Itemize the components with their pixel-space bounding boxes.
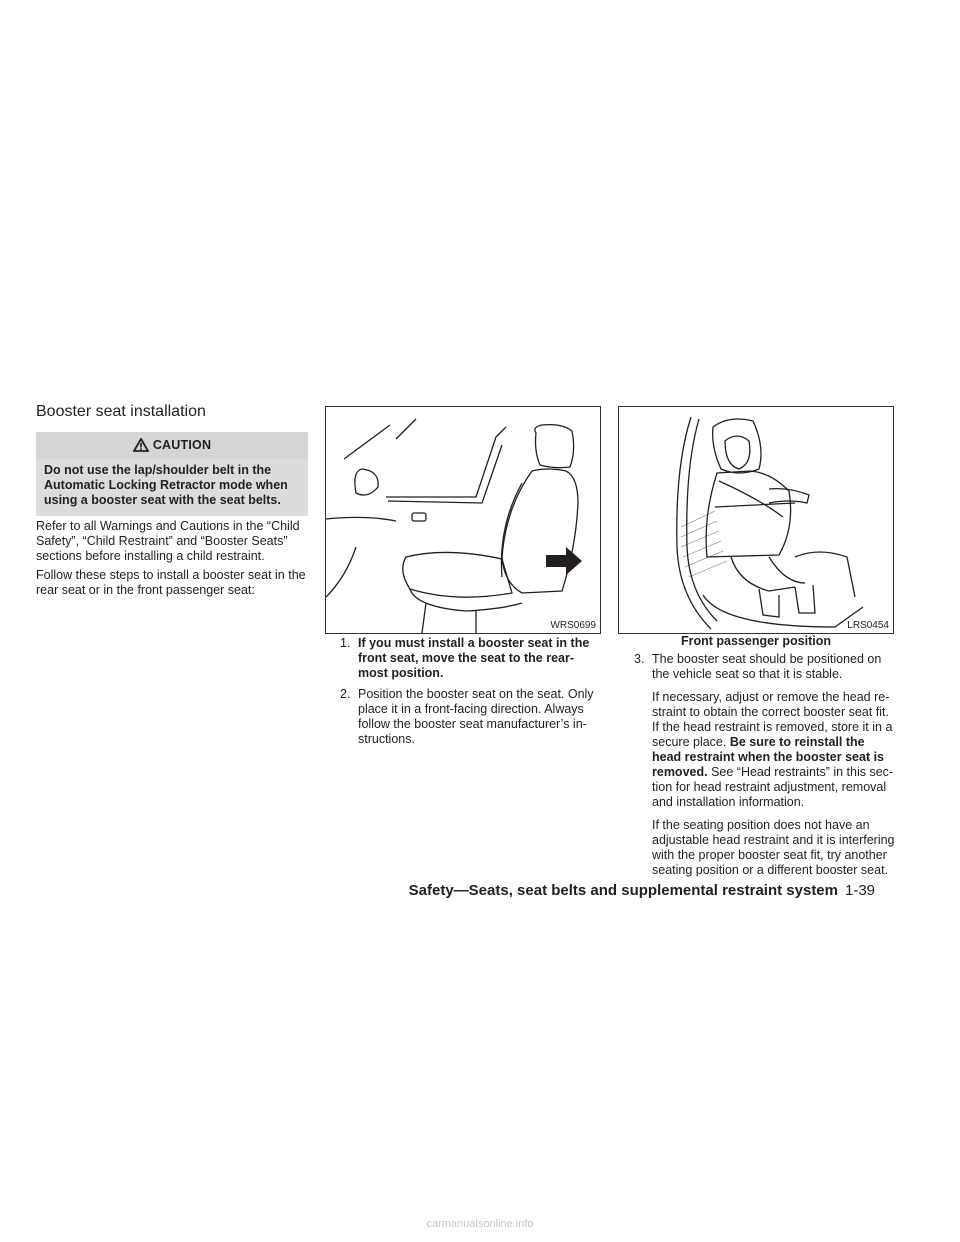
caution-header (36, 432, 308, 458)
step-1 (340, 636, 602, 681)
paragraph-refer-warnings: Refer to all Warnings and Cautions in the “Child Safety”, “Child Restraint” and “Booster Seats” sections before installing a child restraint. (36, 519, 300, 563)
step-3 (634, 652, 896, 878)
step-number: 1. (340, 636, 351, 650)
warning-icon (133, 438, 149, 452)
step-text: The booster seat should be positioned on the vehicle seat so that it is stable. (652, 652, 882, 681)
head-restraint-text-a: If necessary, adjust or remove the head re-straint to obtain the correct booster seat fit. If the head restraint is removed, store it in a secure place. (652, 690, 893, 749)
step-3-alternate-position-paragraph: If the seating position does not have an adjustable head restraint and it is interfering with the proper booster seat fit, try another seating position or a different booster seat. (652, 818, 895, 877)
step-2 (340, 687, 602, 747)
footer-section-title: Safety—Seats, seat belts and supplemental restraint system (408, 882, 838, 899)
caution-text: Do not use the lap/shoulder belt in the Automatic Locking Retractor mode when using a booster seat with the seat belts. (44, 463, 288, 507)
head-restraint-warning: Be sure to reinstall the head restraint when the booster seat is removed. (652, 735, 885, 779)
watermark: carmanualsonline.info (426, 1218, 534, 1230)
section-title: Booster seat installation (36, 403, 206, 420)
caution-label: CAUTION (152, 438, 212, 452)
step-number: 2. (340, 687, 351, 701)
figure-booster-seat (618, 406, 894, 634)
figure-seat-interior (325, 406, 601, 634)
step-text: If you must install a booster seat in the front seat, move the seat to the rear-most position. (358, 636, 590, 680)
figure-code: LRS0454 (847, 620, 889, 631)
figure-code: WRS0699 (550, 620, 596, 631)
head-restraint-text-b: See “Head restraints” in this sec-tion for head restraint adjustment, removal and installation information. (652, 765, 894, 809)
caution-box (36, 432, 308, 516)
step-3-head-restraint-paragraph (634, 690, 896, 810)
step-number: 3. (634, 652, 645, 666)
step-text: Position the booster seat on the seat. Only place it in a front-facing direction. Always follow the booster seat manufacturer’s in-structions. (358, 687, 594, 746)
booster-seat-illustration (619, 407, 893, 633)
seat-illustration (326, 407, 600, 633)
paragraph-follow-steps: Follow these steps to install a booster seat in the rear seat or in the front passenger seat: (36, 568, 306, 597)
page-number: 1-39 (845, 882, 876, 899)
figure-caption: Front passenger position (680, 634, 831, 648)
